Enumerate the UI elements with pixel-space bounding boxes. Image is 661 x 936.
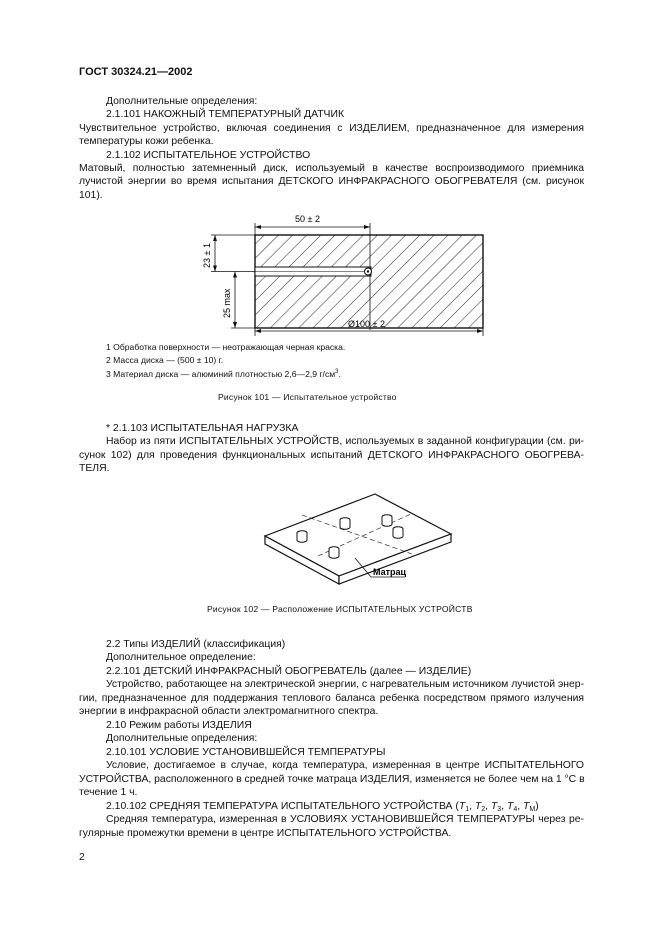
paragraph-line: УСТРОЙСТВА, расположенного в средней точке матраца ИЗДЕЛИЯ, изменяется не более чем на 1 °С в <box>79 774 585 785</box>
paragraph-line: гулярные промежутки времени в центре ИСПЫТАТЕЛЬНОГО УСТРОЙСТВА. <box>79 828 452 839</box>
paragraph-line: Чувствительное устройство, включая соединения с ИЗДЕЛИЕМ, предназначенное для измерения <box>79 123 584 134</box>
test-device-bottom <box>329 547 339 559</box>
definition-heading: 2.1.102 ИСПЫТАТЕЛЬНОЕ УСТРОЙСТВО <box>106 150 311 161</box>
paragraph-line: гии, предназначенное для поддержания теплового баланса ребенка посредством прямого излучения <box>79 693 584 704</box>
test-device-top <box>393 527 403 539</box>
paragraph-line: сунок 102) для проведения функциональных испытаний ДЕТСКОГО ИНФРАКРАСНОГО ОБОГРЕВА- <box>79 450 584 461</box>
additional-definition-label: Дополнительное определение: <box>106 652 256 663</box>
mattress-label: Матрац <box>373 567 407 577</box>
test-device-center <box>340 518 350 530</box>
definition-heading: 2.2.101 ДЕТСКИЙ ИНФРАКРАСНЫЙ ОБОГРЕВАТЕЛЬ (далее — ИЗДЕЛИЕ) <box>106 666 472 677</box>
definition-heading: * 2.1.103 ИСПЫТАТЕЛЬНАЯ НАГРУЗКА <box>106 423 299 434</box>
paragraph-line: Набор из пяти ИСПЫТАТЕЛЬНЫХ УСТРОЙСТВ, используемых в заданной конфигурации (см. ри- <box>106 436 584 447</box>
figure-101-drawing <box>195 205 505 340</box>
additional-definitions-label: Дополнительные определения: <box>106 96 258 107</box>
dimension-bottom-label: Ø100 ± 2 <box>348 319 385 329</box>
dimension-left-inner-label: 25 max <box>222 288 232 318</box>
paragraph-line: ТЕЛЯ. <box>79 463 110 474</box>
section-heading: 2.2 Типы ИЗДЕЛИЙ (классификация) <box>106 639 286 650</box>
paragraph-line: лучистой энергии во время испытания ДЕТСКОГО ИНФРАКРАСНОГО ОБОГРЕВАТЕЛЯ (см. рисунок <box>79 176 584 187</box>
page-number: 2 <box>79 852 85 863</box>
figure-102-caption: Рисунок 102 — Расположение ИСПЫТАТЕЛЬНЫХ УСТРОЙСТВ <box>207 604 473 614</box>
definition-heading: 2.1.101 НАКОЖНЫЙ ТЕМПЕРАТУРНЫЙ ДАТЧИК <box>106 109 344 120</box>
disk-body <box>255 235 483 328</box>
definition-heading: 2.10.102 СРЕДНЯЯ ТЕМПЕРАТУРА ИСПЫТАТЕЛЬНОГО УСТРОЙСТВА ($T_1$, $T_2$, $T_3$, $T_4$, $T_М$) <box>106 801 539 813</box>
figure-note: 3 Материал диска — алюминий плотностью 2,6—2,9 $г/см^3$. <box>106 369 341 379</box>
paragraph-line: Устройство, работающее на электрической энергии, с нагревательным источником лучистой энер- <box>106 679 585 690</box>
section-heading: 2.10 Режим работы ИЗДЕЛИЯ <box>106 720 252 731</box>
dimension-left-outer-label: 23 ± 1 <box>202 243 212 268</box>
paragraph-line: Матовый, полностью затемненный диск, используемый в качестве воспроизводимого приемника <box>79 163 584 174</box>
test-device-left <box>297 531 307 543</box>
figure-101-caption: Рисунок 101 — Испытательное устройство <box>218 392 397 402</box>
definition-heading: 2.10.101 УСЛОВИЕ УСТАНОВИВШЕЙСЯ ТЕМПЕРАТУРЫ <box>106 747 386 758</box>
figure-note: 1 Обработка поверхности — неотражающая черная краска. <box>106 342 346 352</box>
figure-102-drawing <box>255 488 455 588</box>
paragraph-line: энергии в инфракрасной области электромагнитного спектра. <box>79 706 379 717</box>
paragraph-line: Условие, достигаемое в случае, когда температура, измеренная в центре ИСПЫТАТЕЛЬНОГО <box>106 760 584 771</box>
paragraph-line: Средняя температура, измеренная в УСЛОВИЯХ УСТАНОВИВШЕЙСЯ ТЕМПЕРАТУРЫ через ре- <box>106 814 584 825</box>
test-device-right <box>382 515 392 527</box>
document-header: ГОСТ 30324.21—2002 <box>79 66 193 78</box>
paragraph-line: 101). <box>79 190 103 201</box>
dimension-top-label: 50 ± 2 <box>295 214 320 224</box>
paragraph-line: температуры кожи ребенка. <box>79 136 214 147</box>
additional-definitions-label: Дополнительные определения: <box>106 733 258 744</box>
paragraph-line: течение 1 ч. <box>79 787 138 798</box>
figure-note: 2 Масса диска — (500 ± 10) г. <box>106 355 224 365</box>
